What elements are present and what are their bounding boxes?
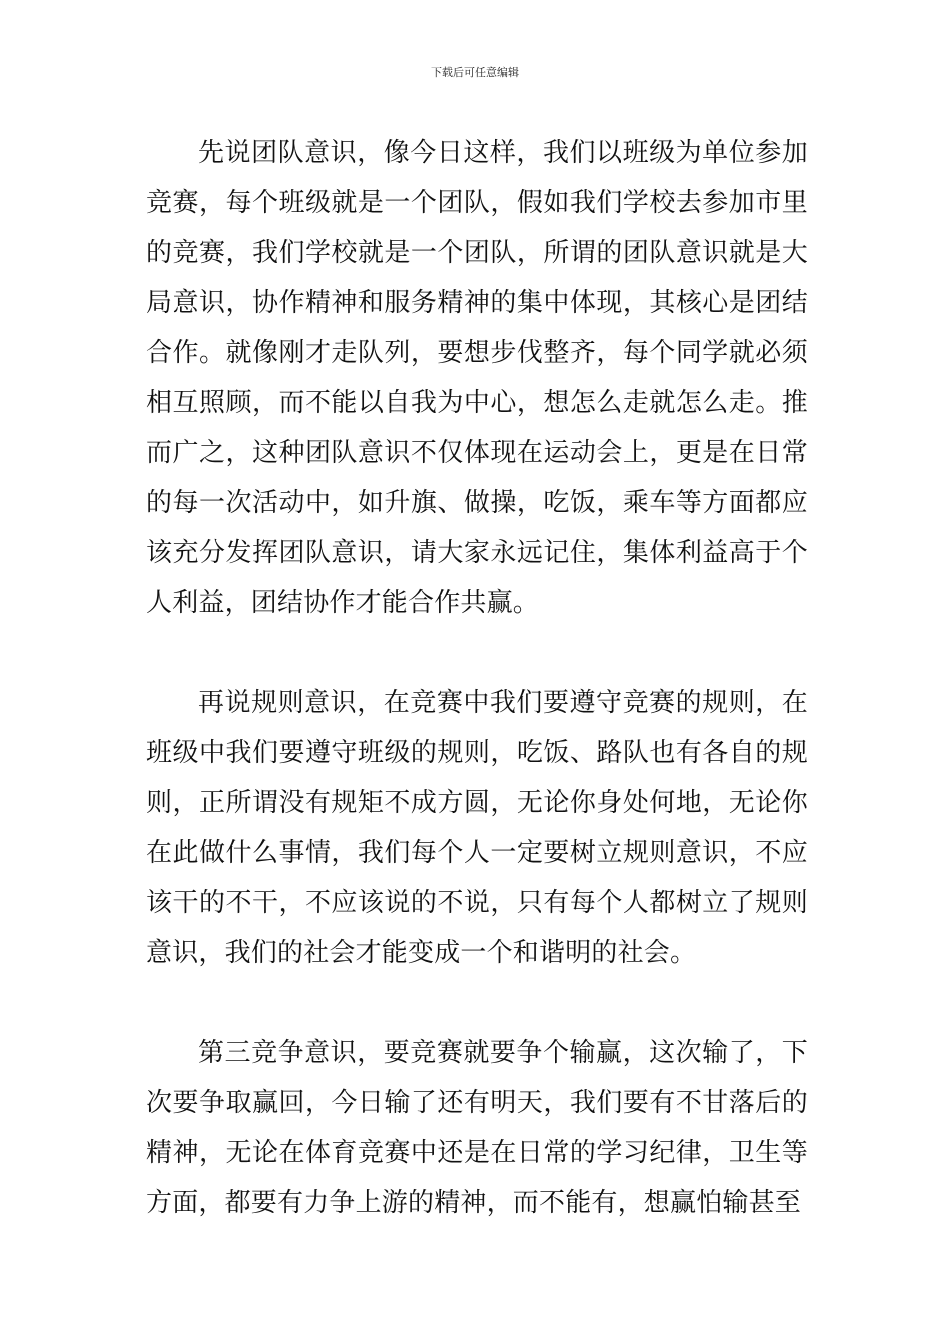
document-body [146, 128, 808, 1228]
paragraph-competition-awareness: 第三竞争意识，要竞赛就要争个输赢，这次输了，下次要争取赢回，今日输了还有明天，我们要有不甘落后的精神，无论在体育竞赛中还是在日常的学习纪律，卫生等方面，都要有力争上游的精神，而不能有，想赢怕输甚至 [146, 1038, 808, 1218]
paragraph-team-awareness: 先说团队意识，像今日这样，我们以班级为单位参加竞赛，每个班级就是一个团队，假如我们学校去参加市里的竞赛，我们学校就是一个团队，所谓的团队意识就是大局意识，协作精神和服务精神的集中体现，其核心是团结合作。就像刚才走队列，要想步伐整齐，每个同学就必须相互照顾，而不能以自我为中心，想怎么走就怎么走。推而广之，这种团队意识不仅体现在运动会上，更是在日常的每一次活动中，如升旗、做操，吃饭，乘车等方面都应该充分发挥团队意识，请大家永远记住，集体利益高于个人利益，团结协作才能合作共赢。 [146, 138, 808, 618]
paragraph-rule-awareness: 再说规则意识，在竞赛中我们要遵守竞赛的规则，在班级中我们要遵守班级的规则，吃饭、路队也有各自的规则，正所谓没有规矩不成方圆，无论你身处何地，无论你在此做什么事情，我们每个人一定要树立规则意识，不应该干的不干，不应该说的不说，只有每个人都树立了规则意识，我们的社会才能变成一个和谐明的社会。 [146, 688, 808, 968]
page-header: 下载后可任意编辑 [431, 66, 519, 79]
